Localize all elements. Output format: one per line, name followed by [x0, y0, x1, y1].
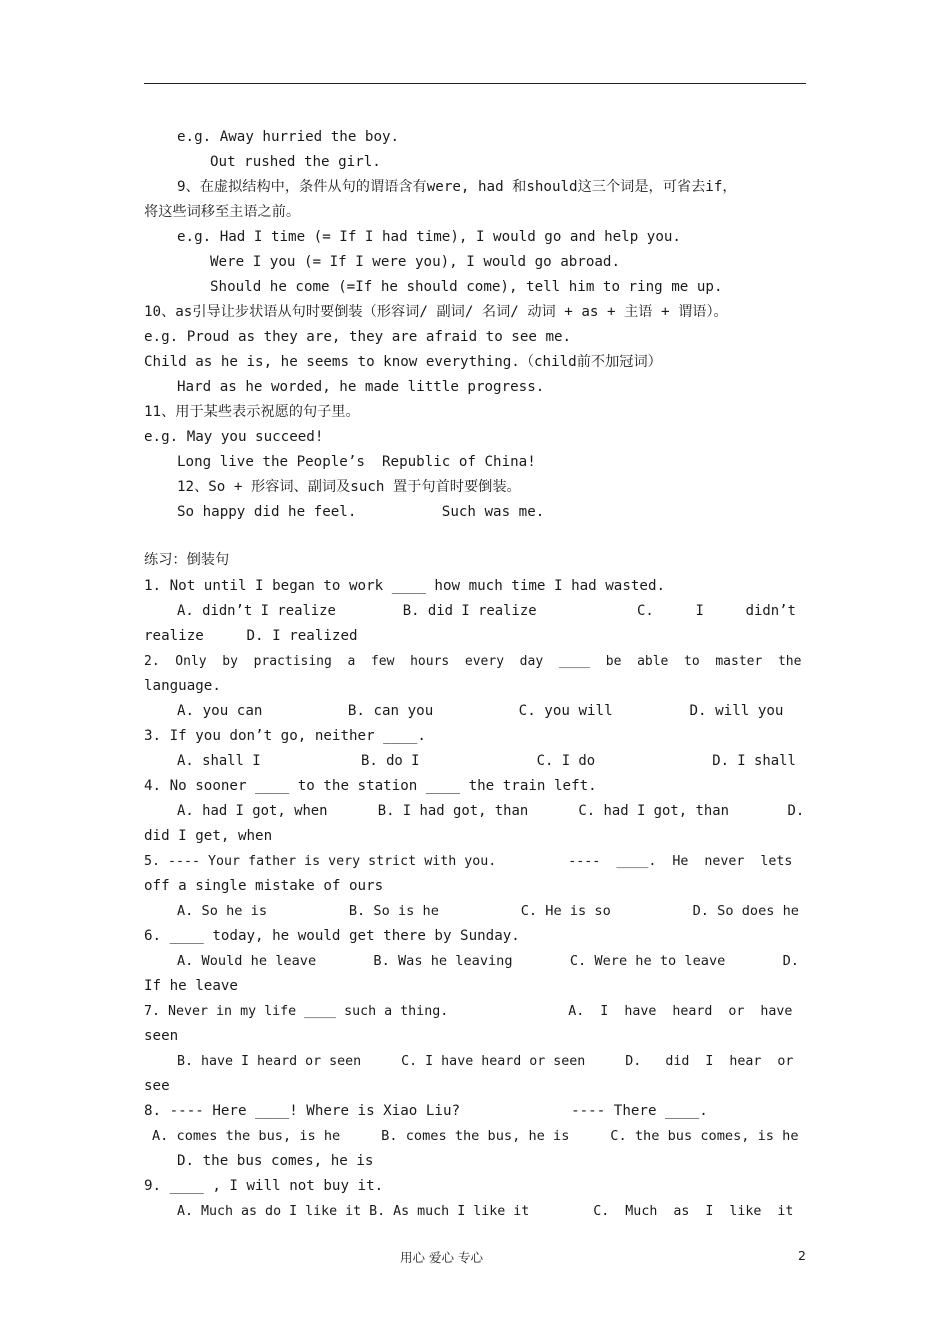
question-8: 8. ---- Here ____! Where is Xiao Liu? ---- There ____. — [144, 1103, 708, 1119]
section-heading: 练习：倒装句 — [144, 552, 230, 568]
question-2-options: A. you can B. can you C. you will D. will you — [177, 703, 784, 719]
question-5-options: A. So he is B. So is he C. He is so D. So does he — [177, 903, 799, 919]
text-line: 将这些词移至主语之前。 — [144, 204, 301, 220]
text-line: 12、So + 形容词、副词及such 置于句首时要倒装。 — [177, 479, 521, 495]
text-line: Should he come (=If he should come), tell him to ring me up. — [210, 279, 723, 295]
text-line: Long live the People’s Republic of China! — [177, 454, 536, 470]
question-9-options: A. Much as do I like it B. As much I like it C. Much as I like it — [177, 1204, 794, 1219]
question-8-options-cont: D. the bus comes, he is — [177, 1153, 374, 1169]
text-line: Hard as he worded, he made little progress. — [177, 379, 545, 395]
page-number: 2 — [798, 1248, 806, 1263]
question-3-options: A. shall I B. do I C. I do D. I shall — [177, 753, 796, 769]
question-4-options-cont: did I get, when — [144, 828, 273, 844]
text-line: e.g. Proud as they are, they are afraid to see me. — [144, 329, 572, 345]
question-8-options: A. comes the bus, is he B. comes the bus, he is C. the bus comes, is he — [152, 1128, 799, 1144]
text-line: e.g. Had I time (= If I had time), I would go and help you. — [177, 229, 681, 245]
question-4-options: A. had I got, when B. I had got, than C. had I got, than D. — [177, 803, 805, 819]
question-7-options-cont: see — [144, 1078, 170, 1094]
question-5-cont: off a single mistake of ours — [144, 878, 384, 894]
question-1-options: A. didn’t I realize B. did I realize C. I didn’t — [177, 603, 796, 619]
text-line: Were I you (= If I were you), I would go abroad. — [210, 254, 620, 270]
text-line: Child as he is, he seems to know everything.（child前不加冠词） — [144, 354, 662, 370]
question-7: 7. Never in my life ____ such a thing. A. I have heard or have — [144, 1004, 793, 1019]
question-7-options: B. have I heard or seen C. I have heard or seen D. did I hear or — [177, 1054, 794, 1069]
question-7-cont: seen — [144, 1028, 179, 1044]
question-3: 3. If you don’t go, neither ____. — [144, 728, 426, 744]
text-line: 10、as引导让步状语从句时要倒装（形容词/ 副词/ 名词/ 动词 + as + 主语 + 谓语）。 — [144, 304, 728, 320]
question-6-options-cont: If he leave — [144, 978, 238, 994]
question-9: 9. ____ , I will not buy it. — [144, 1178, 384, 1194]
question-5: 5. ---- Your father is very strict with you. ---- ____. He never lets — [144, 854, 793, 869]
question-4: 4. No sooner ____ to the station ____ the train left. — [144, 778, 597, 794]
question-6-options: A. Would he leave B. Was he leaving C. Were he to leave D. — [177, 953, 799, 969]
question-6: 6. ____ today, he would get there by Sunday. — [144, 928, 520, 944]
text-line: e.g. May you succeed! — [144, 429, 324, 445]
text-line: e.g. Away hurried the boy. — [177, 129, 400, 145]
question-2: 2. Only by practising a few hours every day ____ be able to master the — [144, 654, 802, 669]
question-1-options-cont: realize D. I realized — [144, 628, 358, 644]
text-line: 11、用于某些表示祝愿的句子里。 — [144, 404, 360, 420]
text-line: 9、在虚拟结构中，条件从句的谓语含有were, had 和should这三个词是，可省去if， — [177, 179, 737, 195]
header-rule — [144, 83, 806, 84]
text-line: Out rushed the girl. — [210, 154, 381, 170]
text-line: So happy did he feel. Such was me. — [177, 504, 545, 520]
footer-text: 用心 爱心 专心 — [400, 1250, 483, 1265]
question-1: 1. Not until I began to work ____ how much time I had wasted. — [144, 578, 666, 594]
question-2-cont: language. — [144, 678, 221, 694]
